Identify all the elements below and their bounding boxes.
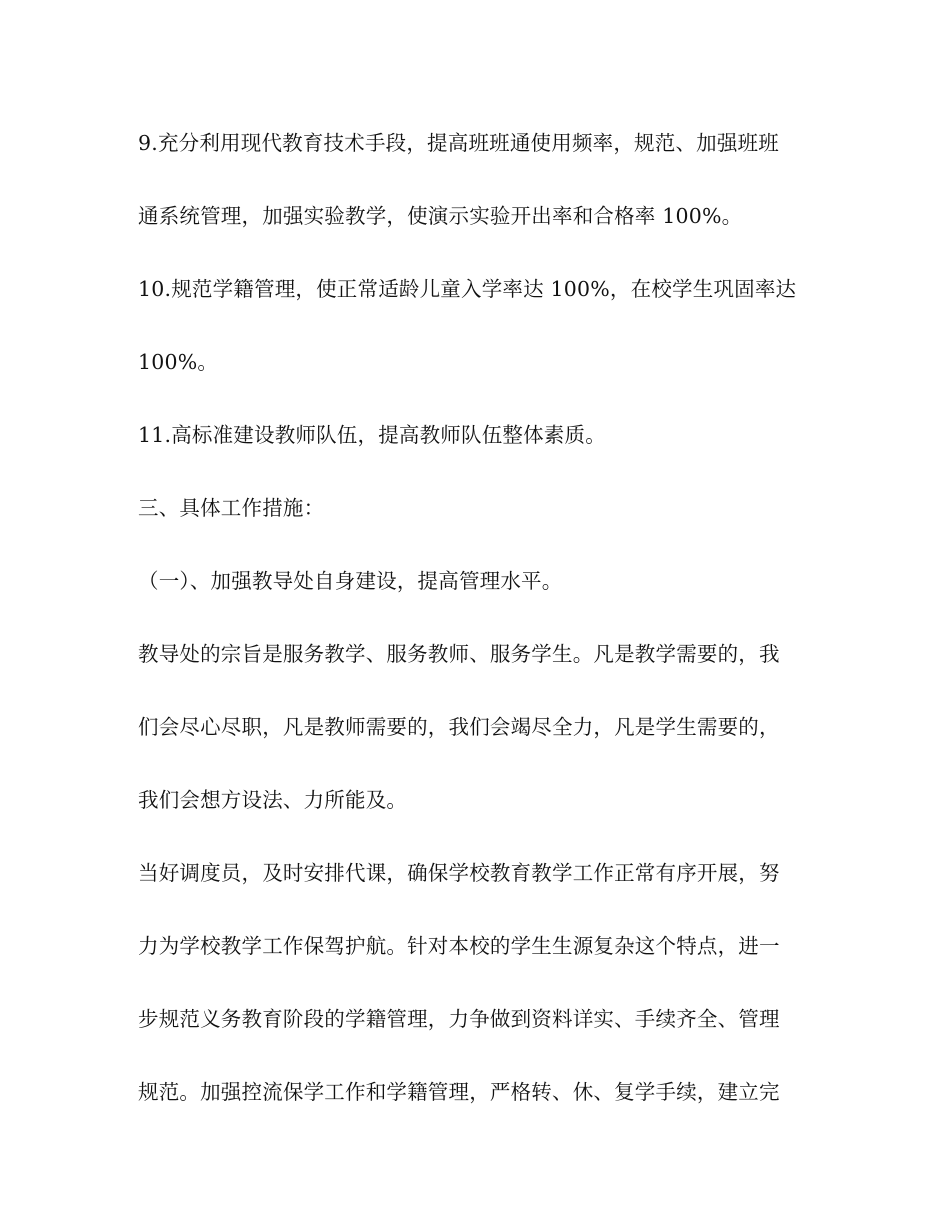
text-line-goal-10b: 100%。 <box>138 350 219 374</box>
paragraph-2-line-1: 当好调度员，及时安排代课，确保学校教育教学工作正常有序开展，努 <box>138 861 780 885</box>
paragraph-2-line-4: 规范。加强控流保学工作和学籍管理，严格转、休、复学手续，建立完 <box>138 1080 780 1104</box>
section-heading: 三、具体工作措施： <box>138 496 325 520</box>
text-line-goal-11: 11.高标准建设教师队伍，提高教师队伍整体素质。 <box>138 423 606 447</box>
text-line-goal-9b: 通系统管理，加强实验教学，使演示实验开出率和合格率 100%。 <box>138 204 743 228</box>
paragraph-1-line-2: 们会尽心尽职，凡是教师需要的，我们会竭尽全力，凡是学生需要的， <box>138 715 780 739</box>
subsection-heading: （一）、加强教导处自身建设，提高管理水平。 <box>138 569 563 593</box>
paragraph-1-line-3: 我们会想方设法、力所能及。 <box>138 788 408 812</box>
text-line-goal-9a: 9.充分利用现代教育技术手段，提高班班通使用频率，规范、加强班班 <box>138 131 779 155</box>
paragraph-1-line-1: 教导处的宗旨是服务教学、服务教师、服务学生。凡是教学需要的，我 <box>138 642 780 666</box>
paragraph-2-line-3: 步规范义务教育阶段的学籍管理，力争做到资料详实、手续齐全、管理 <box>138 1007 780 1031</box>
paragraph-2-line-2: 力为学校教学工作保驾护航。针对本校的学生生源复杂这个特点，进一 <box>138 934 780 958</box>
text-line-goal-10a: 10.规范学籍管理，使正常适龄儿童入学率达 100%，在校学生巩固率达 <box>138 277 797 301</box>
